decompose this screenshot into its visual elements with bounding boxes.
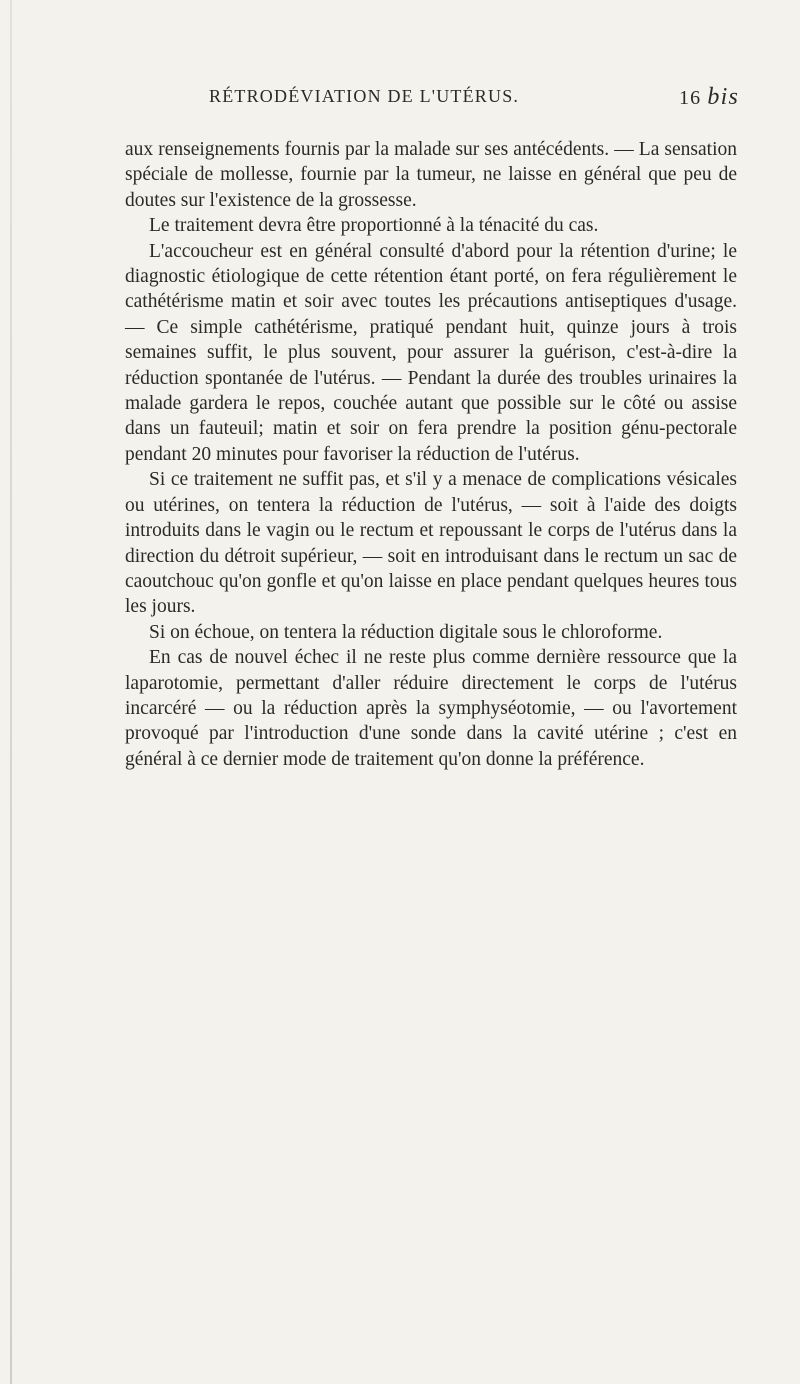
paragraph-continued: aux renseignements fournis par la malade sur ses antécédents. — La sensation spéciale de mollesse, fournie par la tumeur, ne laisse en général que peu de doutes sur l'existence de la grossesse. <box>125 139 737 211</box>
page-binding-edge <box>10 0 12 1384</box>
paragraph: L'accoucheur est en général consulté d'abord pour la rétention d'urine; le diagnostic étiologique de cette rétention étant porté, on fera régulièrement le cathétérisme matin et soir avec toutes les précautions antiseptiques d'usage. — Ce simple cathétérisme, pratiqué pendant huit, quinze jours à trois semaines suffit, le plus souvent, pour assurer la guérison, c'est-à-dire la réduction spontanée de l'utérus. — Pendant la durée des troubles urinaires la malade gardera le repos, couchée autant que possible sur le côté ou assise dans un fauteuil; matin et soir on fera prendre la position génu-pectorale pendant 20 minutes pour favoriser la réduction de l'utérus. <box>125 240 737 465</box>
body-text <box>125 137 737 772</box>
paragraph: Si ce traitement ne suffit pas, et s'il y a menace de complications vésicales ou utérines, on tentera la réduction de l'utérus, — soit à l'aide des doigts introduits dans le vagin ou le rectum et repoussant le corps de l'utérus dans la direction du détroit supérieur, — soit en introduisant dans le rectum un sac de caoutchouc qu'on gonfle et qu'on laisse en place pendant quelques heures tous les jours. <box>125 469 737 618</box>
page-number <box>679 84 739 111</box>
page-number-digits: 16 <box>678 87 702 109</box>
paragraph: Si on échoue, on tentera la réduction digitale sous le chloroforme. <box>149 621 663 643</box>
running-title: RÉTRODÉVIATION DE L'UTÉRUS. <box>209 86 520 106</box>
page-number-suffix: bis <box>707 84 739 110</box>
running-head <box>209 86 739 116</box>
paragraph: En cas de nouvel échec il ne reste plus comme dernière ressource que la laparotomie, permettant d'aller réduire directement le corps de l'utérus incarcéré — ou la réduction après la symphyséotomie, — ou l'avortement provoqué par l'introduction d'une sonde dans la cavité utérine ; c'est en général à ce dernier mode de traitement qu'on donne la préférence. <box>125 647 737 770</box>
paragraph: Le traitement devra être proportionné à la ténacité du cas. <box>149 215 599 237</box>
